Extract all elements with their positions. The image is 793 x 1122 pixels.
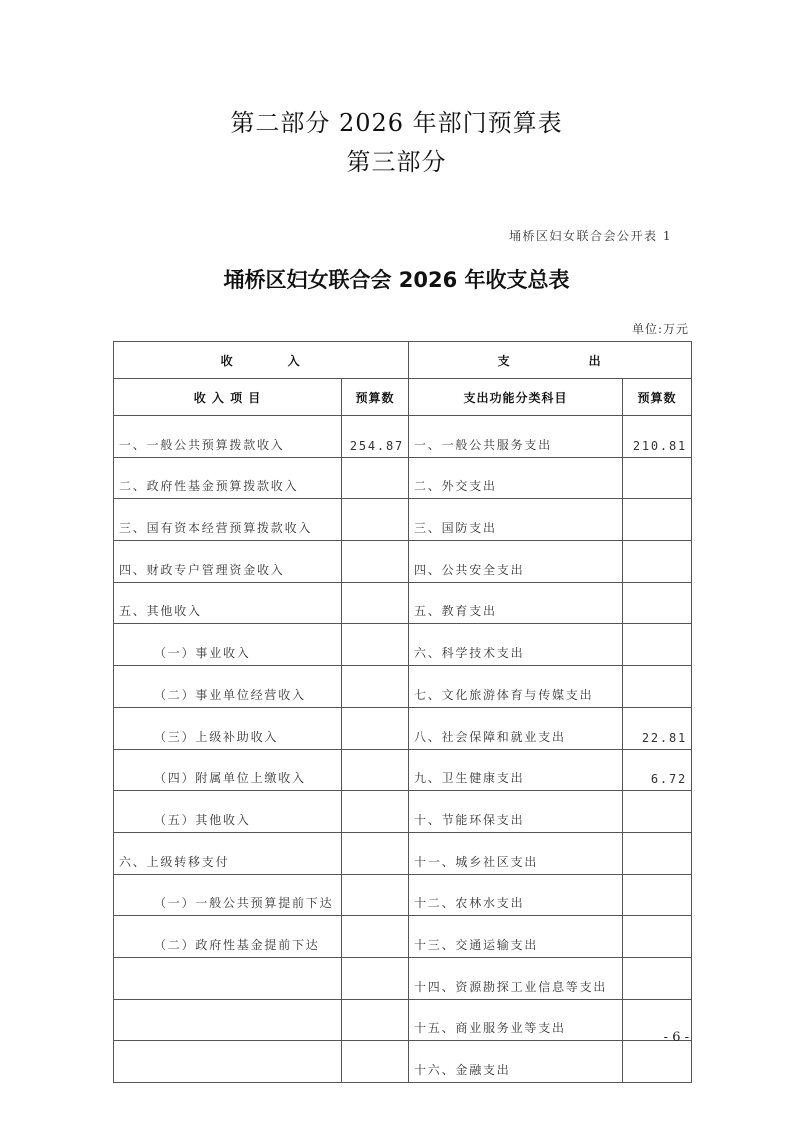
income-item-cell: 一、一般公共预算拨款收入	[114, 416, 342, 458]
expense-budget-cell	[623, 874, 692, 916]
income-budget-cell: 254.87	[342, 416, 409, 458]
income-group-char-2: 入	[287, 353, 302, 368]
expense-budget-cell	[623, 541, 692, 583]
income-item-cell: 五、其他收入	[114, 582, 342, 624]
expense-item-cell: 七、文化旅游体育与传媒支出	[409, 666, 623, 708]
expense-group-header	[409, 342, 692, 379]
expense-item-cell: 十五、商业服务业等支出	[409, 999, 623, 1041]
income-item-cell: （四）附属单位上缴收入	[114, 749, 342, 791]
income-budget-cell	[342, 999, 409, 1041]
income-budget-cell	[342, 916, 409, 958]
expense-item-cell: 六、科学技术支出	[409, 624, 623, 666]
table-number: 埇桥区妇女联合会公开表 1	[509, 229, 672, 243]
table-row	[114, 874, 692, 916]
group-header-row	[114, 342, 692, 379]
income-budget-cell	[342, 957, 409, 999]
expense-item-cell: 十三、交通运输支出	[409, 916, 623, 958]
expense-item-cell: 二、外交支出	[409, 457, 623, 499]
expense-budget-cell	[623, 1041, 692, 1083]
income-item-cell: （三）上级补助收入	[114, 707, 342, 749]
budget-summary-table	[113, 341, 692, 1083]
income-group-header	[114, 342, 409, 379]
income-budget-cell	[342, 791, 409, 833]
expense-item-cell: 十一、城乡社区支出	[409, 832, 623, 874]
expense-item-cell: 十二、农林水支出	[409, 874, 623, 916]
table-row	[114, 666, 692, 708]
income-item-cell	[114, 999, 342, 1041]
income-group-char-1: 收	[220, 353, 235, 368]
expense-budget-cell	[623, 582, 692, 624]
income-budget-cell	[342, 457, 409, 499]
expense-group-char-2: 出	[588, 353, 603, 368]
part-three-title: 第三部分	[346, 148, 447, 176]
table-row	[114, 791, 692, 833]
table-row	[114, 541, 692, 583]
income-item-cell	[114, 957, 342, 999]
expense-budget-cell: 22.81	[623, 707, 692, 749]
income-item-cell: （一）一般公共预算提前下达	[114, 874, 342, 916]
income-item-cell	[114, 1041, 342, 1083]
income-budget-cell	[342, 541, 409, 583]
table-row	[114, 999, 692, 1041]
expense-item-cell: 一、一般公共服务支出	[409, 416, 623, 458]
income-item-cell: 四、财政专户管理资金收入	[114, 541, 342, 583]
table-row	[114, 749, 692, 791]
page-number: - 6 -	[663, 1030, 689, 1045]
expense-budget-cell: 210.81	[623, 416, 692, 458]
income-item-cell: （一）事业收入	[114, 624, 342, 666]
table-row	[114, 957, 692, 999]
expense-item-cell: 十四、资源勘探工业信息等支出	[409, 957, 623, 999]
income-budget-cell	[342, 874, 409, 916]
income-budget-cell	[342, 624, 409, 666]
income-budget-cell	[342, 499, 409, 541]
expense-item-cell: 九、卫生健康支出	[409, 749, 623, 791]
table-row	[114, 916, 692, 958]
income-budget-cell	[342, 832, 409, 874]
expense-budget-cell	[623, 457, 692, 499]
column-header-row	[114, 379, 692, 416]
expense-item-cell: 十、节能环保支出	[409, 791, 623, 833]
income-item-cell: 三、国有资本经营预算拨款收入	[114, 499, 342, 541]
expense-budget-cell	[623, 832, 692, 874]
expense-budget-cell	[623, 666, 692, 708]
expense-budget-cell	[623, 916, 692, 958]
income-budget-cell	[342, 666, 409, 708]
income-budget-cell	[342, 1041, 409, 1083]
expense-item-cell: 四、公共安全支出	[409, 541, 623, 583]
expense-budget-cell	[623, 791, 692, 833]
table-row	[114, 499, 692, 541]
expense-item-cell: 五、教育支出	[409, 582, 623, 624]
income-item-cell: 二、政府性基金预算拨款收入	[114, 457, 342, 499]
table-title: 埇桥区妇女联合会 2026 年收支总表	[223, 268, 570, 292]
income-budget-header: 预算数	[342, 379, 409, 416]
income-item-header: 收 入 项 目	[114, 379, 342, 416]
table-row	[114, 1041, 692, 1083]
income-budget-cell	[342, 749, 409, 791]
table-row	[114, 416, 692, 458]
expense-budget-cell	[623, 957, 692, 999]
expense-item-cell: 十六、金融支出	[409, 1041, 623, 1083]
income-budget-cell	[342, 707, 409, 749]
expense-budget-cell	[623, 624, 692, 666]
expense-group-char-1: 支	[497, 353, 512, 368]
table-row	[114, 832, 692, 874]
part-two-title: 第二部分 2026 年部门预算表	[230, 109, 563, 137]
table-row	[114, 582, 692, 624]
expense-budget-cell	[623, 499, 692, 541]
income-item-cell: 六、上级转移支付	[114, 832, 342, 874]
income-budget-cell	[342, 582, 409, 624]
expense-item-cell: 八、社会保障和就业支出	[409, 707, 623, 749]
income-item-cell: （二）事业单位经营收入	[114, 666, 342, 708]
table-row	[114, 457, 692, 499]
income-item-cell: （五）其他收入	[114, 791, 342, 833]
expense-budget-cell: 6.72	[623, 749, 692, 791]
unit-label: 单位:万元	[631, 322, 689, 336]
expense-item-header: 支出功能分类科目	[409, 379, 623, 416]
table-row	[114, 707, 692, 749]
table-row	[114, 624, 692, 666]
expense-item-cell: 三、国防支出	[409, 499, 623, 541]
income-item-cell: （二）政府性基金提前下达	[114, 916, 342, 958]
expense-budget-header: 预算数	[623, 379, 692, 416]
